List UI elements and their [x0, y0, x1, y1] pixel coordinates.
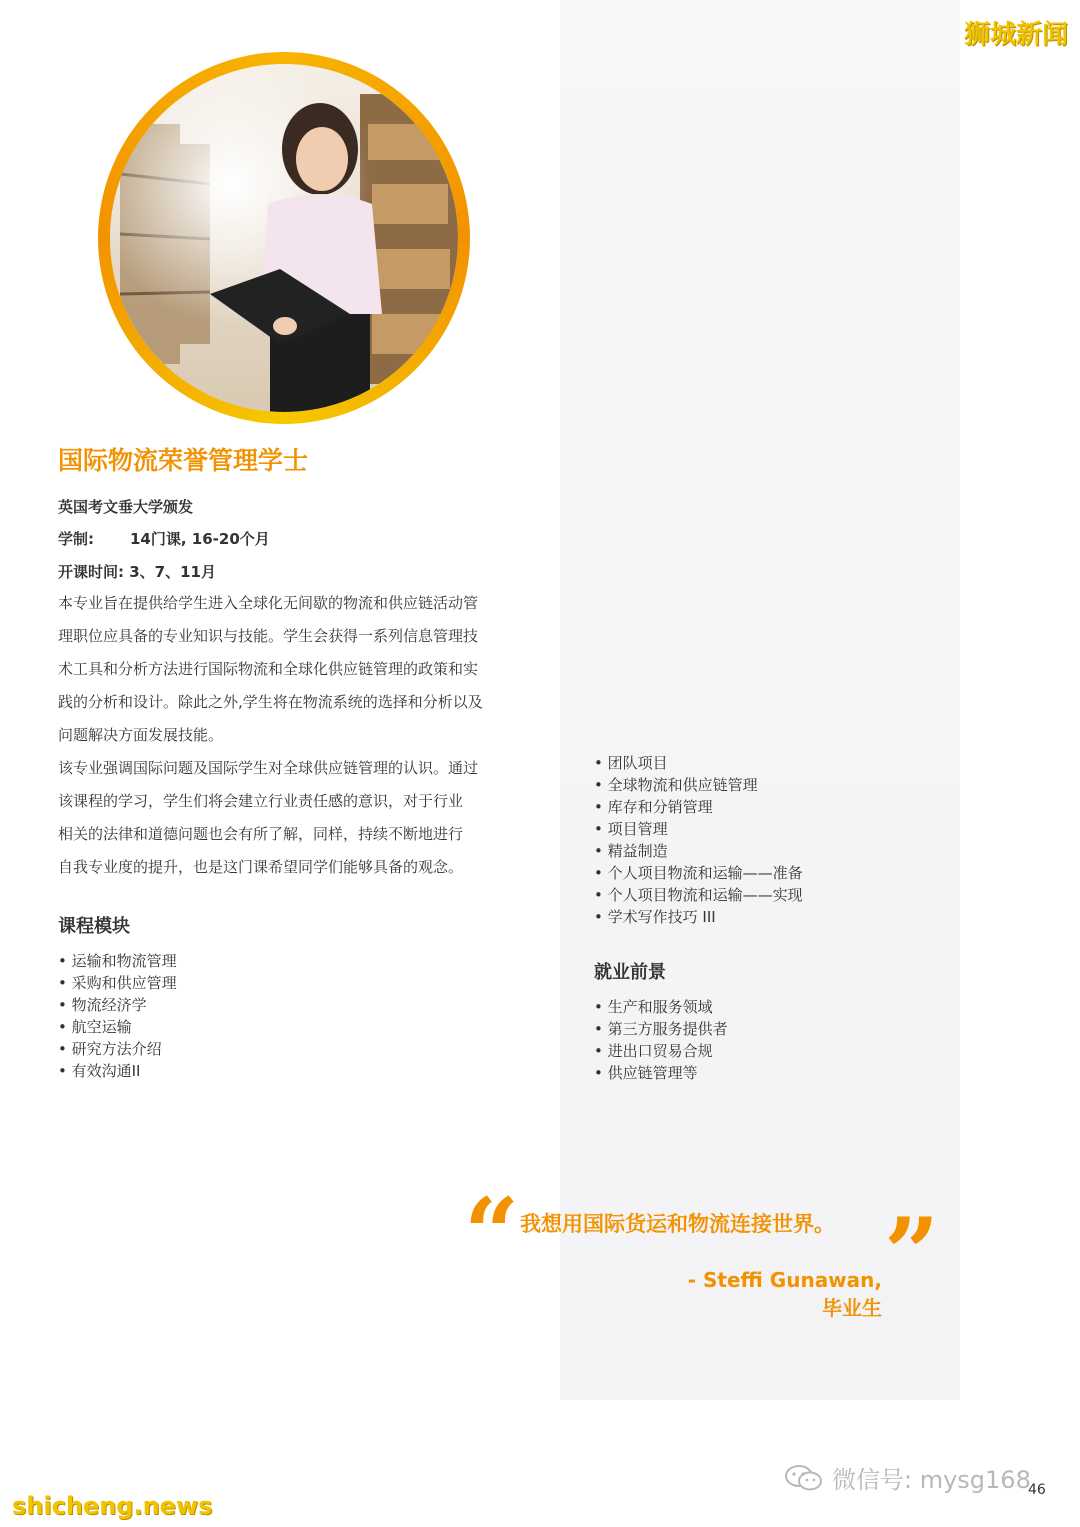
careers-list [594, 996, 728, 1084]
wechat-icon [784, 1463, 824, 1493]
module-item: • 项目管理 [594, 818, 803, 840]
module-item: • 精益制造 [594, 840, 803, 862]
intro-paragraph-2 [58, 752, 528, 884]
intro-paragraph-1 [58, 587, 528, 752]
module-item: • 航空运输 [58, 1016, 177, 1038]
module-item: • 采购和供应管理 [58, 972, 177, 994]
author-name: - Steffi Gunawan, [687, 1268, 882, 1292]
duration-label: 学制: [58, 530, 94, 548]
text-line: 该专业强调国际问题及国际学生对全球供应链管理的认识。通过 [58, 759, 479, 777]
text-line: 践的分析和设计。除此之外,学生将在物流系统的选择和分析以及 [58, 693, 483, 711]
text-line: 相关的法律和道德问题也会有所了解，同样，持续不断地进行 [58, 825, 464, 843]
duration-value: 14门课, 16-20个月 [130, 530, 270, 548]
testimonial-quote: 我想用国际货运和物流连接世界。 [520, 1212, 835, 1236]
module-item: • 库存和分销管理 [594, 796, 803, 818]
module-item: • 团队项目 [594, 752, 803, 774]
module-item: • 有效沟通II [58, 1060, 177, 1082]
open-quote-mark: “ [464, 1177, 520, 1290]
brand-watermark-top: 狮城新闻 [963, 20, 1068, 50]
awarding-university: 英国考文垂大学颁发 [58, 498, 194, 516]
program-title: 国际物流荣誉管理学士 [58, 446, 309, 475]
module-item: • 个人项目物流和运输——实现 [594, 884, 803, 906]
student-photo-frame [98, 52, 470, 424]
modules-list-left [58, 950, 177, 1082]
program-duration [58, 528, 270, 549]
site-watermark: shicheng.news [12, 1492, 213, 1520]
careers-heading: 就业前景 [594, 962, 666, 983]
intake-months: 开课时间: 3、7、11月 [58, 563, 216, 581]
wechat-id: 微信号: mysg168 [832, 1466, 1031, 1494]
text-line: 问题解决方面发展技能。 [58, 726, 224, 744]
text-line: 自我专业度的提升，也是这门课希望同学们能够具备的观念。 [58, 858, 464, 876]
text-line: 术工具和分析方法进行国际物流和全球化供应链管理的政策和实 [58, 660, 479, 678]
close-quote-mark: ” [884, 1197, 940, 1310]
career-item: • 供应链管理等 [594, 1062, 728, 1084]
modules-heading: 课程模块 [58, 916, 130, 937]
modules-list-right [594, 752, 803, 928]
student-photo [110, 64, 458, 412]
module-item: • 研究方法介绍 [58, 1038, 177, 1060]
module-item: • 全球物流和供应链管理 [594, 774, 803, 796]
wechat-watermark [784, 1460, 1031, 1495]
text-line: 理职位应具备的专业知识与技能。学生会获得一系列信息管理技 [58, 627, 479, 645]
text-line: 本专业旨在提供给学生进入全球化无间歇的物流和供应链活动管 [58, 594, 479, 612]
career-item: • 进出口贸易合规 [594, 1040, 728, 1062]
testimonial-author [688, 1266, 882, 1322]
career-item: • 第三方服务提供者 [594, 1018, 728, 1040]
module-item: • 物流经济学 [58, 994, 177, 1016]
author-role: 毕业生 [822, 1296, 882, 1320]
text-line: 该课程的学习，学生们将会建立行业责任感的意识，对于行业 [58, 792, 464, 810]
module-item: • 个人项目物流和运输——准备 [594, 862, 803, 884]
page-number: 46 [1028, 1482, 1046, 1498]
module-item: • 运输和物流管理 [58, 950, 177, 972]
module-item: • 学术写作技巧 III [594, 906, 803, 928]
background-panel [560, 0, 960, 1400]
career-item: • 生产和服务领域 [594, 996, 728, 1018]
